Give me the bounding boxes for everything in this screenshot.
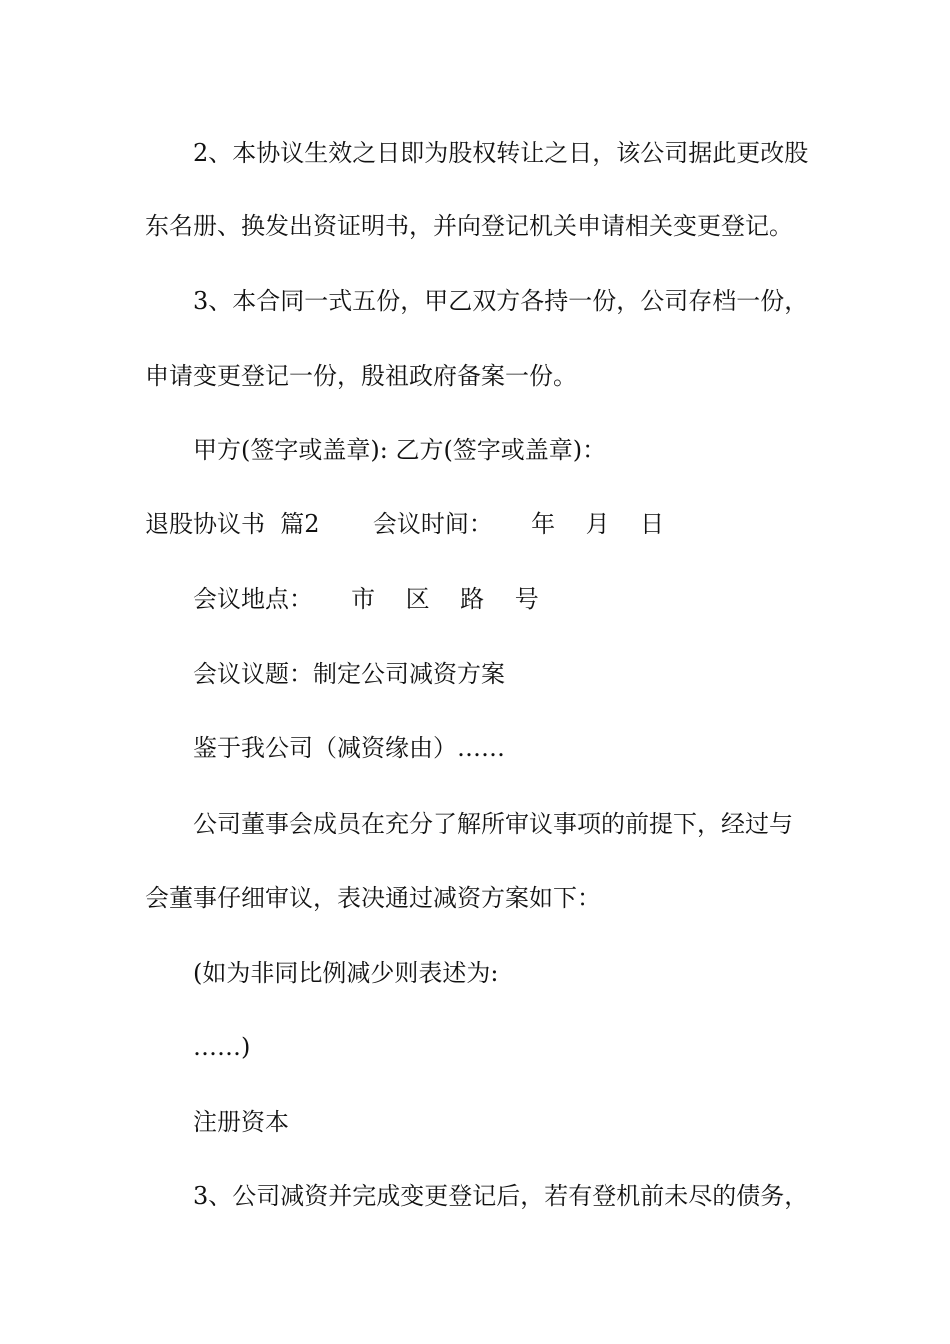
paragraph-line: 注册资本 (193, 1108, 289, 1136)
paragraph-line: 2、本协议生效之日即为股权转让之日，该公司据此更改股 (193, 139, 809, 167)
paragraph-line: 公司董事会成员在充分了解所审议事项的前提下，经过与 (193, 810, 793, 838)
meeting-location-line: 会议地点： 市 区 路 号 (193, 585, 539, 613)
meeting-topic-line: 会议议题：制定公司减资方案 (193, 660, 505, 688)
paragraph-line: (如为非同比例减少则表述为: (193, 959, 499, 987)
paragraph-line: ……) (193, 1033, 251, 1061)
paragraph-line: 申请变更登记一份，殷祖政府备案一份。 (145, 362, 577, 390)
paragraph-line: 3、本合同一式五份，甲乙双方各持一份，公司存档一份， (193, 287, 809, 315)
paragraph-line: 鉴于我公司（减资缘由）…… (193, 734, 505, 762)
section-heading-line: 退股协议书 篇2 会议时间： 年 月 日 (145, 510, 665, 538)
paragraph-line: 3、公司减资并完成变更登记后，若有登机前未尽的债务， (193, 1182, 809, 1210)
signature-line: 甲方(签字或盖章): 乙方(签字或盖章)： (193, 436, 607, 464)
paragraph-line: 会董事仔细审议，表决通过减资方案如下： (145, 884, 601, 912)
paragraph-line: 东名册、换发出资证明书，并向登记机关申请相关变更登记。 (145, 212, 793, 240)
